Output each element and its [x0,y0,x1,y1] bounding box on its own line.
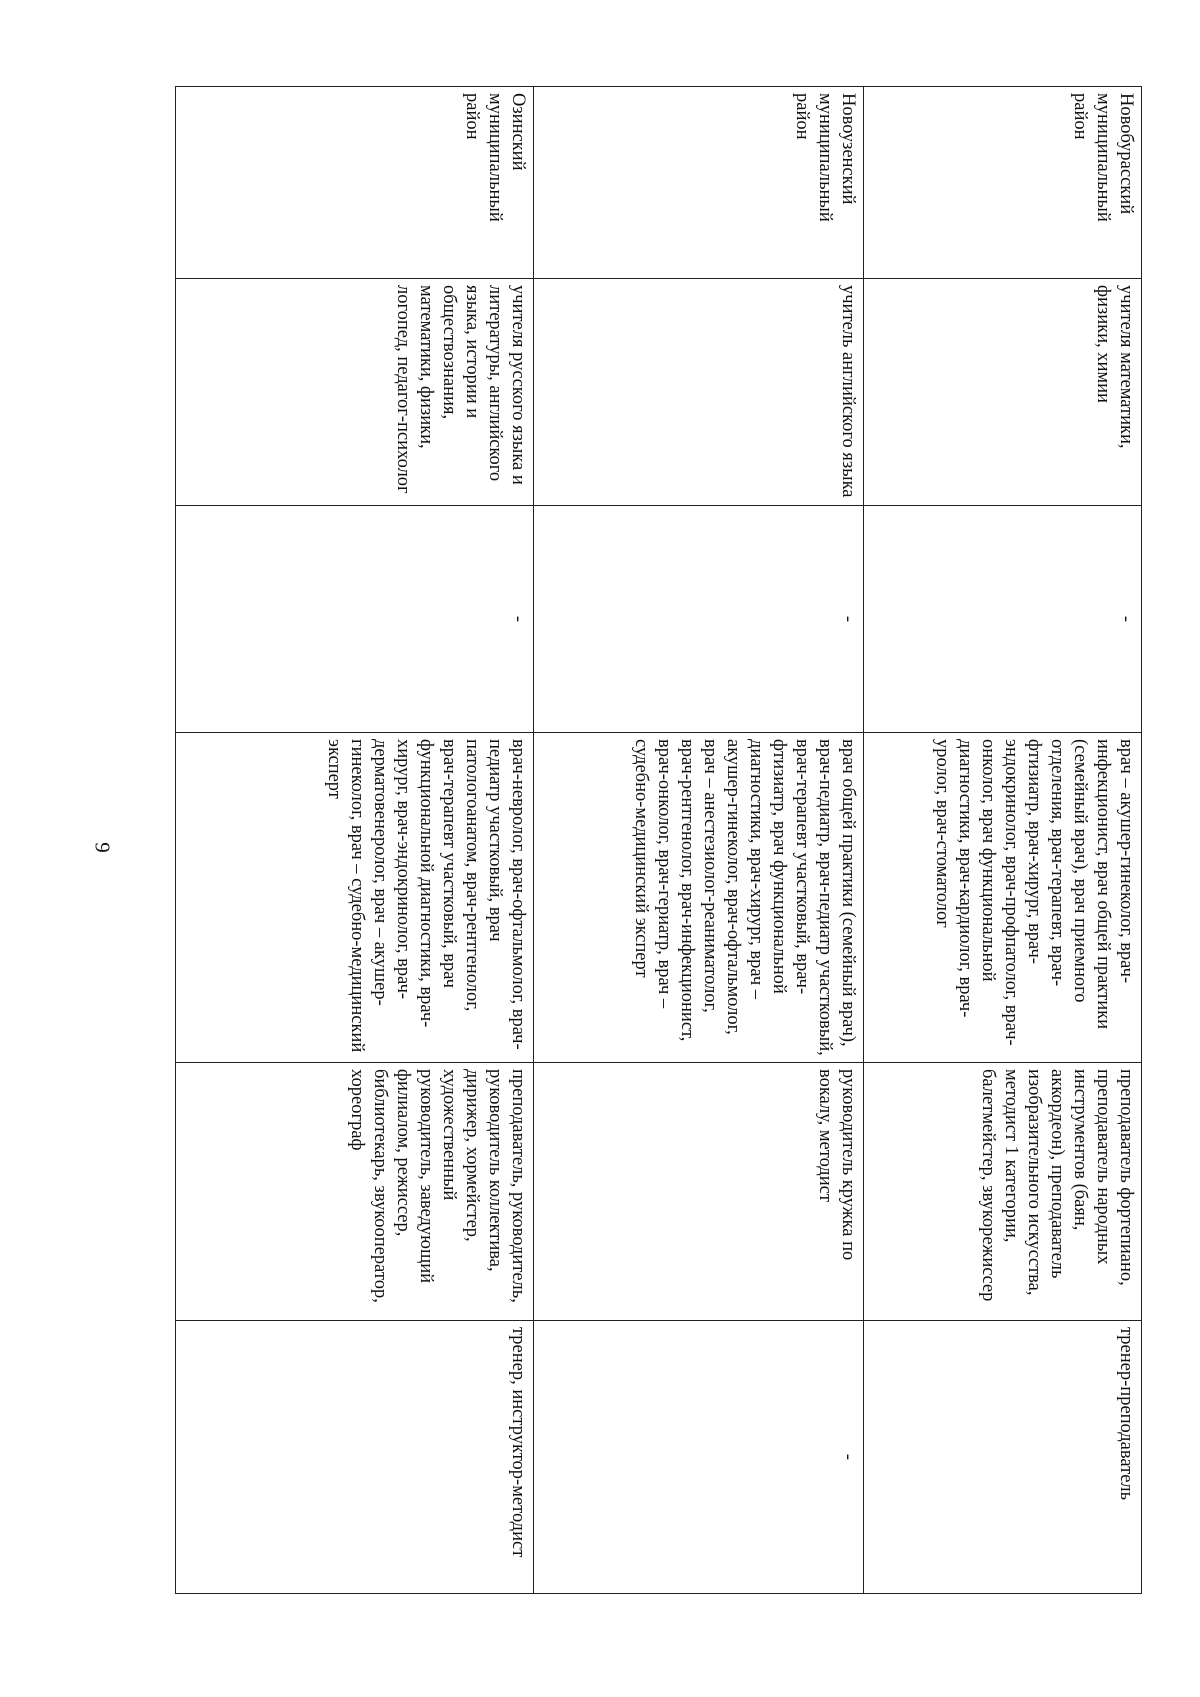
district-cell: Новоузенский муниципальный район [534,87,864,279]
doctors-cell: врач – акушер-гинеколог, врач-инфекционист, врач общей практики (семейный врач), врач приемного отделения, врач-терапевт, врач-фтизиатр, врач-хирург, врач-эндокринолог, врач-профпатолог, врач-онколог, врач функциональной диагностики, врач-кардиолог, врач-уролог, врач-стоматолог [864,733,1142,1063]
teachers-cell: учителя русского языка и литературы, английского языка, истории и обществознания, математики, физики, логопед, педагог-психолог [176,279,534,506]
rotated-table-container [176,86,1142,1593]
culture-cell: руководитель кружка по вокалу, методист [534,1063,864,1321]
empty-cell: - [534,506,864,733]
empty-cell: - [864,506,1142,733]
culture-cell: преподаватель, руководитель, руководитель коллектива, дирижер, хормейстер, художественный руководитель, заведующий филиалом, режиссер, библиотекарь, звукооператор, хореограф [176,1063,534,1321]
table-row [864,87,1142,1594]
culture-cell: преподаватель фортепиано, преподаватель народных инструментов (баян, аккордеон), преподаватель изобразительного искусства, методист 1 категории, балетмейстер, звукорежиссер [864,1063,1142,1321]
sport-cell: тренер-преподаватель [864,1321,1142,1594]
table-row [534,87,864,1594]
district-cell: Новобурасский муниципальный район [864,87,1142,279]
district-cell: Озинский муниципальный район [176,87,534,279]
page-number: 9 [90,842,115,853]
vacancies-table [175,86,1142,1594]
doctors-cell: врач общей практики (семейный врач), врач-педиатр, врач-педиатр участковый, врач-терапевт участковый, врач-фтизиатр, врач функциональной диагностики, врач-хирург, врач – акушер-гинеколог, врач-офтальмолог, врач – анестезиолог-реаниматолог, врач-рентгенолог, врач-инфекционист, врач-онколог, врач-гериатр, врач – судебно-медицинский эксперт [534,733,864,1063]
table-row [176,87,534,1594]
doctors-cell: врач-невролог, врач-офтальмолог, врач-педиатр участковый, врач патологоанатом, врач-рентгенолог, врач-терапевт участковый, врач функциональной диагностики, врач-хирург, врач-эндокринолог, врач-дерматовенеролог, врач – акушер-гинеколог, врач – судебно-медицинский эксперт [176,733,534,1063]
teachers-cell: учитель английского языка [534,279,864,506]
teachers-cell: учителя математики, физики, химии [864,279,1142,506]
empty-cell: - [176,506,534,733]
sport-cell: тренер, инструктор-методист [176,1321,534,1594]
sport-cell: - [534,1321,864,1594]
